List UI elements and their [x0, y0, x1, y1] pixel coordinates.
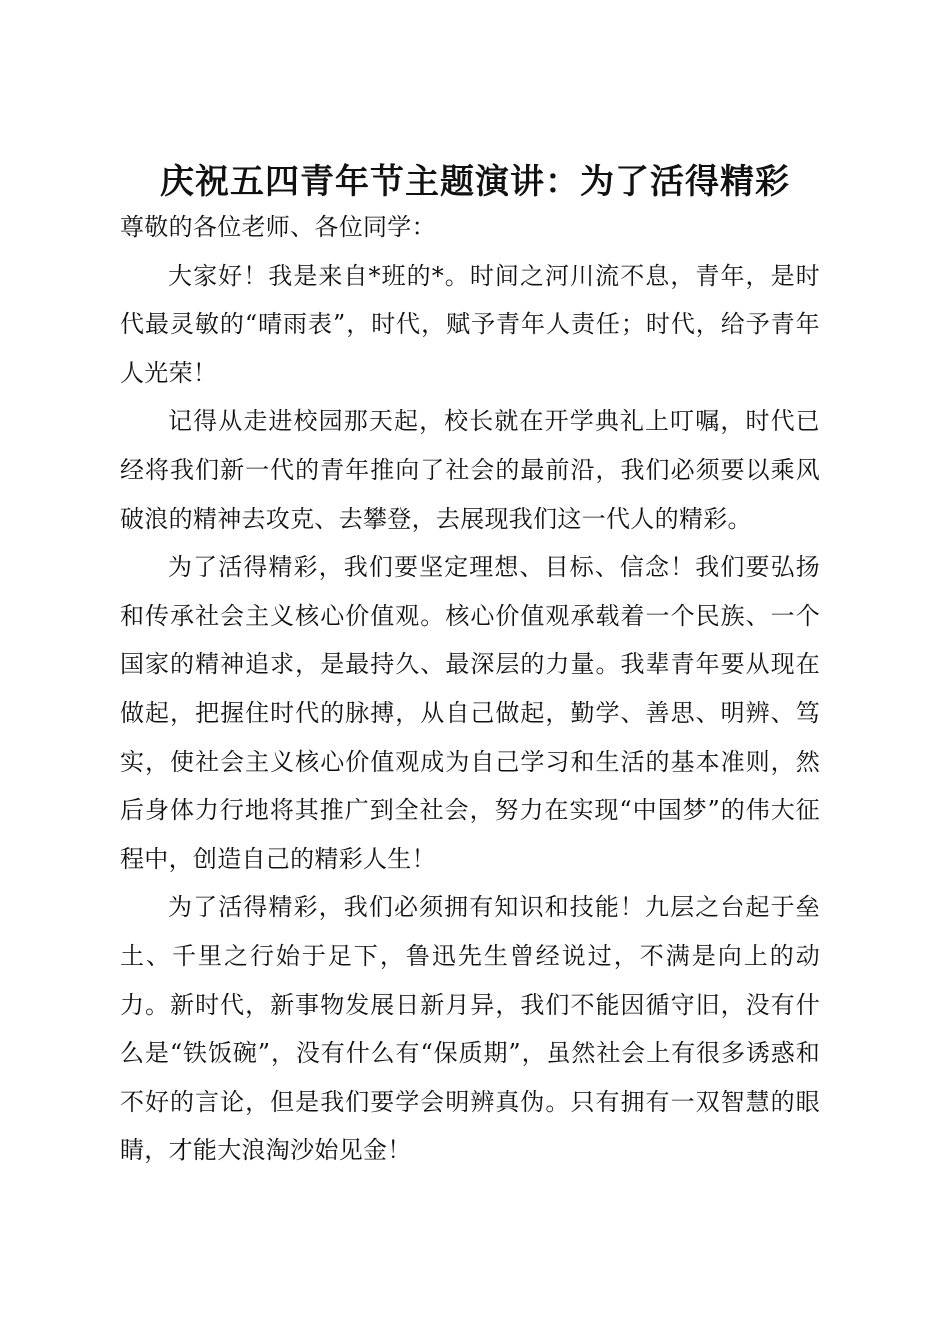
paragraph-ideals: 为了活得精彩，我们要坚定理想、目标、信念！我们要弘扬和传承社会主义核心价值观。核心价值观承载着一个民族、一个国家的精神追求，是最持久、最深层的力量。我辈青年要从现在做起，把握住时代的脉搏，从自己做起，勤学、善思、明辨、笃实，使社会主义核心价值观成为自己学习和生活的基本准则，然后身体力行地将其推广到全社会，努力在实现“中国梦”的伟大征程中，创造自己的精彩人生！ — [120, 553, 820, 873]
paragraph-memory: 记得从走进校园那天起，校长就在开学典礼上叮嘱，时代已经将我们新一代的青年推向了社会的最前沿，我们必须要以乘风破浪的精神去攻克、去攀登，去展现我们这一代人的精彩。 — [120, 407, 820, 533]
paragraph-knowledge: 为了活得精彩，我们必须拥有知识和技能！九层之台起于垒土、千里之行始于足下，鲁迅先生曾经说过，不满是向上的动力。新时代，新事物发展日新月异，我们不能因循守旧，没有什么是“铁饭碗”，没有什么有“保质期”，虽然社会上有很多诱惑和不好的言论，但是我们要学会明辨真伪。只有拥有一双智慧的眼睛，才能大浪淘沙始见金！ — [120, 893, 820, 1165]
salutation: 尊敬的各位老师、各位同学： — [120, 213, 436, 241]
document-body — [120, 203, 820, 1175]
paragraph-greeting: 大家好！我是来自*班的*。时间之河川流不息，青年，是时代最灵敏的“晴雨表”，时代，赋予青年人责任；时代，给予青年人光荣！ — [120, 261, 820, 387]
document-title: 庆祝五四青年节主题演讲：为了活得精彩 — [160, 161, 790, 202]
